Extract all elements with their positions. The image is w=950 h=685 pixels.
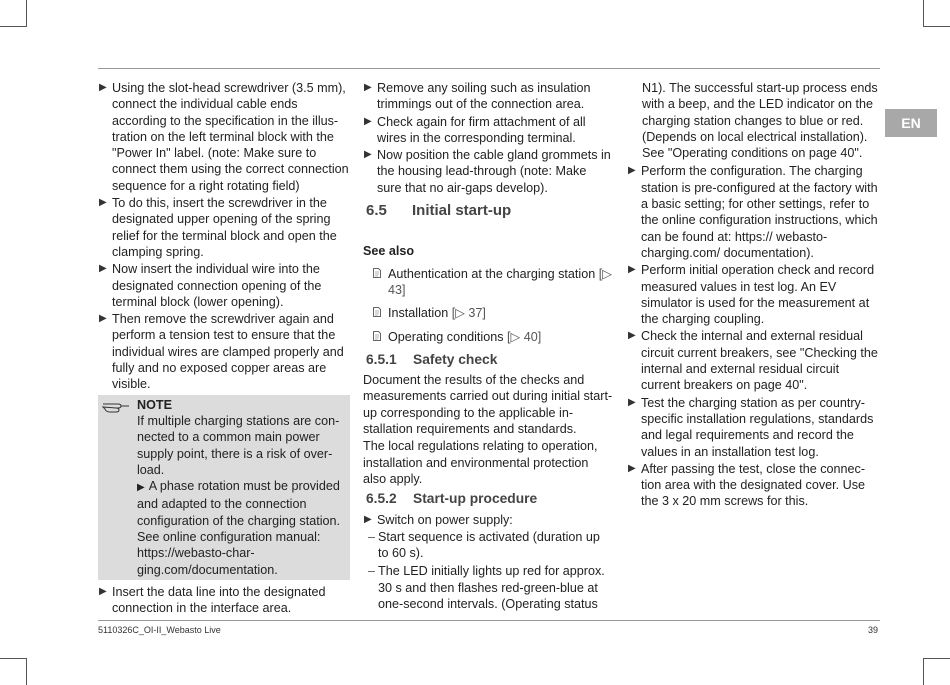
page-number: 39	[868, 625, 879, 635]
continued-text: N1). The successful start-up process ends with a beep, and the LED indicator on the charging station changes to blue or red. (Depends on local electrical installation). See "Operating conditions on page 40".	[642, 81, 878, 161]
crop-mark-bottom-right	[923, 658, 950, 685]
triangle-right-icon: ▶	[99, 585, 107, 597]
footer-rule	[98, 620, 880, 621]
list-item: ▶ Now position the cable gland grommets in the housing lead-through (note: Make sure that no air-gaps develop).	[364, 148, 611, 195]
column-2	[363, 80, 613, 614]
triangle-right-icon: ▶	[628, 264, 636, 276]
list-item: – The LED initially lights up red for approx. 30 s and then flashes red-green-blue at one-second intervals. (Operating status	[368, 564, 605, 612]
crop-mark-top-left	[0, 0, 27, 27]
note-step: ▶ A phase rotation must be provided and adapted to the connection configuration of the charging station. See online configuration manual: https://webasto-charging.com/documentation.	[137, 479, 341, 577]
column-3	[627, 80, 880, 511]
page-reference-icon: ▷	[510, 329, 521, 344]
list-item: ▶ Then remove the screwdriver again and perform a tension test to ensure that the individual wires are clamped properly and fully and no exposed copper areas are visible.	[99, 312, 344, 392]
crop-mark-bottom-left	[0, 658, 27, 685]
paragraph: Document the results of the checks and measurements carried out during initial start-up corresponding to the applicable installation requirements and standards.	[363, 373, 613, 437]
triangle-right-icon: ▶	[364, 115, 372, 127]
list-item: ▶ Insert the data line into the designated connection in the interface area.	[99, 584, 326, 616]
triangle-right-icon: ▶	[628, 396, 636, 408]
triangle-right-icon: ▶	[99, 197, 107, 209]
pointing-hand-icon	[102, 398, 130, 414]
triangle-right-icon: ▶	[364, 513, 372, 525]
see-also-label: See also	[363, 244, 415, 259]
list-item: ▶ Perform the configuration. The charging station is pre-configured at the factory with a basic setting; for other settings, refer to the online configuration instructions, which can be found at: https:// webasto-charging.com/ documentation).	[628, 164, 878, 260]
page-reference-icon: ▷	[455, 306, 465, 321]
crop-mark-top-right	[923, 0, 950, 27]
document-id: 5110326C_OI-II_Webasto Live	[98, 625, 221, 635]
triangle-right-icon: ▶	[628, 462, 636, 474]
page-reference-icon: ▷	[602, 266, 612, 281]
triangle-right-icon: ▶	[99, 82, 107, 93]
list-item: ▶ Check again for firm attachment of all wires in the corresponding terminal.	[364, 114, 586, 145]
list-item: ▶ Now insert the individual wire into the designated connection opening of the terminal block (lower opening).	[99, 262, 322, 309]
cross-reference-link[interactable]: Installation [▷ 37]	[363, 305, 613, 321]
list-item: ▶ Perform initial operation check and record measured values in test log. An EV simulator is used for the measurement at the charging coupling.	[628, 263, 875, 327]
triangle-right-icon: ▶	[364, 82, 372, 93]
cross-reference-link[interactable]: Authentication at the charging station [▷ 43]	[363, 266, 613, 299]
document-icon	[373, 268, 381, 278]
note-box	[98, 395, 350, 580]
subsection-heading: 6.5.2 Start-up procedure	[366, 491, 538, 507]
list-item: ▶ Using the slot-head screwdriver (3.5 mm), connect the individual cable ends according to the specification in the illustration on the left terminal block with the "Power In" label. (note: Make sure to connect them using the correct connection sequence for a right rotating field)	[99, 81, 349, 193]
cross-reference-link[interactable]: Operating conditions [▷ 40]	[363, 329, 613, 345]
note-text: If multiple charging stations are connected to a common main power supply point, there is a risk of overload.	[137, 413, 340, 477]
triangle-right-icon: ▶	[137, 482, 145, 494]
document-icon	[373, 331, 381, 341]
triangle-right-icon: ▶	[628, 330, 636, 342]
note-title: NOTE	[137, 397, 172, 412]
paragraph: The local regulations relating to operation, installation and environmental protection also apply.	[363, 439, 598, 486]
document-icon	[373, 307, 381, 317]
triangle-right-icon: ▶	[99, 263, 107, 275]
subsection-heading: 6.5.1 Safety check	[366, 351, 498, 367]
list-item: ▶ Check the internal and external residual circuit current breakers, see "Checking the internal and external residual circuit current breakers on page 40".	[628, 329, 878, 393]
list-item: ▶ After passing the test, close the connection area with the designated cover. Use the 3 x 20 mm screws for this.	[628, 461, 866, 509]
list-item: – Start sequence is activated (duration up to 60 s).	[368, 529, 600, 561]
list-item: ▶ Remove any soiling such as insulation trimmings out of the connection area.	[364, 81, 591, 112]
section-heading: 6.5 Initial start-up	[366, 202, 512, 220]
list-item: ▶ To do this, insert the screwdriver in the designated upper opening of the spring relief for the terminal block and open the clamping spring.	[99, 196, 337, 259]
header-rule	[98, 68, 880, 69]
list-item: ▶ Test the charging station as per country-specific installation regulations, standards and legal requirements and record the values in an installation test log.	[628, 395, 874, 459]
triangle-right-icon: ▶	[628, 165, 636, 177]
column-1	[98, 80, 350, 618]
language-tab: EN	[885, 109, 937, 137]
list-item: ▶ Switch on power supply:	[364, 512, 513, 527]
triangle-right-icon: ▶	[364, 149, 372, 161]
triangle-right-icon: ▶	[99, 313, 107, 325]
